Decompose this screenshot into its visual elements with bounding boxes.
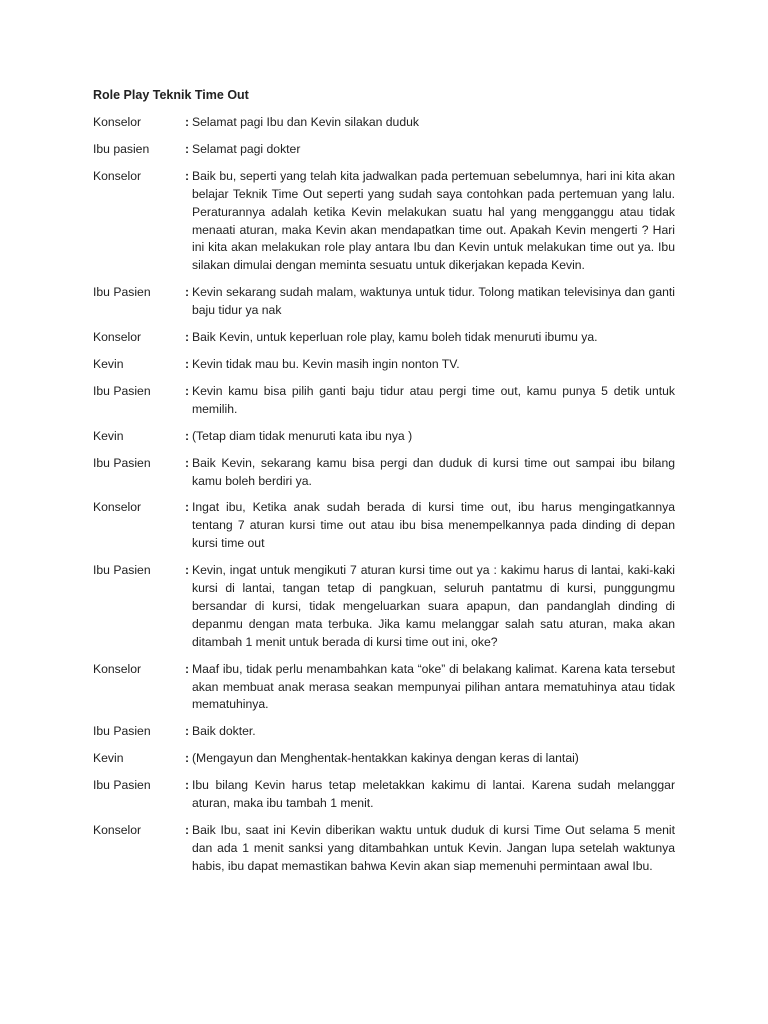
speech-text: (Tetap diam tidak menuruti kata ibu nya ) (192, 428, 413, 443)
speaker-label: Kevin (93, 751, 124, 766)
dialogue-entry (93, 168, 675, 275)
speaker-label: Ibu Pasien (93, 285, 151, 300)
speaker-label: Ibu Pasien (93, 383, 151, 398)
speech-text: Ibu bilang Kevin harus tetap meletakkan kakimu di lantai. Karena sudah melanggar aturan, maka ibu tambah 1 menit. (192, 778, 675, 811)
speech-text: (Mengayun dan Menghentak-hentakkan kakinya dengan keras di lantai) (192, 751, 579, 766)
speaker-label: Konselor (93, 115, 142, 129)
dialogue-entry (93, 661, 675, 715)
colon-separator: : (185, 724, 190, 739)
dialogue-entry (93, 329, 675, 347)
speaker-label: Konselor (93, 823, 142, 837)
speaker-label: Ibu Pasien (93, 724, 151, 739)
colon-separator: : (185, 500, 190, 515)
speech-text: Maaf ibu, tidak perlu menambahkan kata “oke” di belakang kalimat. Karena kata tersebut akan membuat anak merasa seakan mempunyai pilihan antara mematuhinya atau tidak mematuhinya. (192, 661, 675, 712)
dialogue-entry (93, 356, 675, 374)
dialogue-entry (93, 777, 675, 813)
speaker-label: Kevin (93, 356, 124, 371)
dialogue-entry (93, 114, 675, 132)
colon-separator: : (185, 285, 190, 300)
speaker-label: Konselor (93, 661, 142, 676)
speech-text: Selamat pagi dokter (192, 141, 301, 156)
colon-separator: : (185, 168, 190, 183)
dialogue-entry (93, 562, 675, 652)
dialogue-entry (93, 750, 675, 768)
colon-separator: : (185, 778, 190, 793)
dialogue-entry (93, 723, 675, 741)
colon-separator: : (185, 661, 190, 676)
speaker-label: Konselor (93, 500, 142, 515)
speaker-label: Ibu Pasien (93, 778, 151, 793)
colon-separator: : (185, 383, 190, 398)
colon-separator: : (185, 455, 190, 470)
speaker-label: Ibu pasien (93, 141, 150, 156)
speech-text: Kevin kamu bisa pilih ganti baju tidur atau pergi time out, kamu punya 5 detik untuk memilih. (192, 383, 675, 416)
speech-text: Baik Kevin, sekarang kamu bisa pergi dan duduk di kursi time out sampai ibu bilang kamu boleh berdiri ya. (192, 455, 675, 488)
dialogue-entry (93, 428, 675, 446)
colon-separator: : (185, 428, 190, 443)
speech-text: Baik bu, seperti yang telah kita jadwalkan pada pertemuan sebelumnya, hari ini kita akan belajar Teknik Time Out seperti yang sudah saya contohkan pada pertemuan yang lalu. Peraturannya adalah ketika Kevin melakukan suatu hal yang mengganggu atau tidak menaati aturan, maka Kevin akan mendapatkan time out. Apakah Kevin mengerti ? Hari ini kita akan melakukan role play antara Ibu dan Kevin untuk melakukan time out ya. Ibu silakan dimulai dengan meminta sesuatu untuk dikerjakan kepada Kevin. (192, 168, 675, 273)
colon-separator: : (185, 141, 190, 156)
dialogue-entry (93, 284, 675, 320)
colon-separator: : (185, 563, 190, 578)
dialogue-list (93, 114, 675, 885)
colon-separator: : (185, 330, 190, 345)
dialogue-entry (93, 383, 675, 419)
dialogue-entry (93, 141, 675, 159)
speaker-label: Konselor (93, 330, 142, 345)
dialogue-entry (93, 455, 675, 491)
colon-separator: : (185, 115, 190, 129)
speech-text: Kevin tidak mau bu. Kevin masih ingin nonton TV. (192, 356, 460, 371)
colon-separator: : (185, 823, 190, 837)
dialogue-entry (93, 499, 675, 553)
colon-separator: : (185, 356, 190, 371)
speech-text: Selamat pagi Ibu dan Kevin silakan duduk (192, 115, 419, 129)
speech-text: Kevin, ingat untuk mengikuti 7 aturan kursi time out ya : kakimu harus di lantai, kaki-kaki kursi di lantai, tangan tetap di pangkuan, seluruh pantatmu di kursi, punggungmu bersandar di kursi, tidak mengeluarkan suara apapun, dan pandanglah dinding di depanmu dengan mata terbuka. Jika kamu melanggar salah satu aturan, maka akan ditambah 1 menit untuk berada di kursi time out ini, oke? (192, 563, 675, 649)
speech-text: Baik dokter. (192, 724, 256, 739)
speaker-label: Konselor (93, 168, 142, 183)
speaker-label: Kevin (93, 428, 124, 443)
speech-text: Baik Kevin, untuk keperluan role play, kamu boleh tidak menuruti ibumu ya. (192, 330, 598, 345)
speech-text: Kevin sekarang sudah malam, waktunya untuk tidur. Tolong matikan televisinya dan ganti baju tidur ya nak (192, 285, 675, 318)
speaker-label: Ibu Pasien (93, 563, 151, 578)
speech-text: Baik Ibu, saat ini Kevin diberikan waktu untuk duduk di kursi Time Out selama 5 menit dan ada 1 menit sanksi yang ditambahkan untuk Kevin. Jangan lupa setelah waktunya habis, ibu dapat memastikan bahwa Kevin akan siap memenuhi permintaan awal Ibu. (192, 823, 675, 873)
document-title: Role Play Teknik Time Out (93, 88, 249, 102)
speaker-label: Ibu Pasien (93, 455, 151, 470)
colon-separator: : (185, 751, 190, 766)
dialogue-entry (93, 822, 675, 876)
speech-text: Ingat ibu, Ketika anak sudah berada di kursi time out, ibu harus mengingatkannya tentang 7 aturan kursi time out atau ibu bisa menempelkannya pada dinding di depan kursi time out (192, 500, 675, 551)
